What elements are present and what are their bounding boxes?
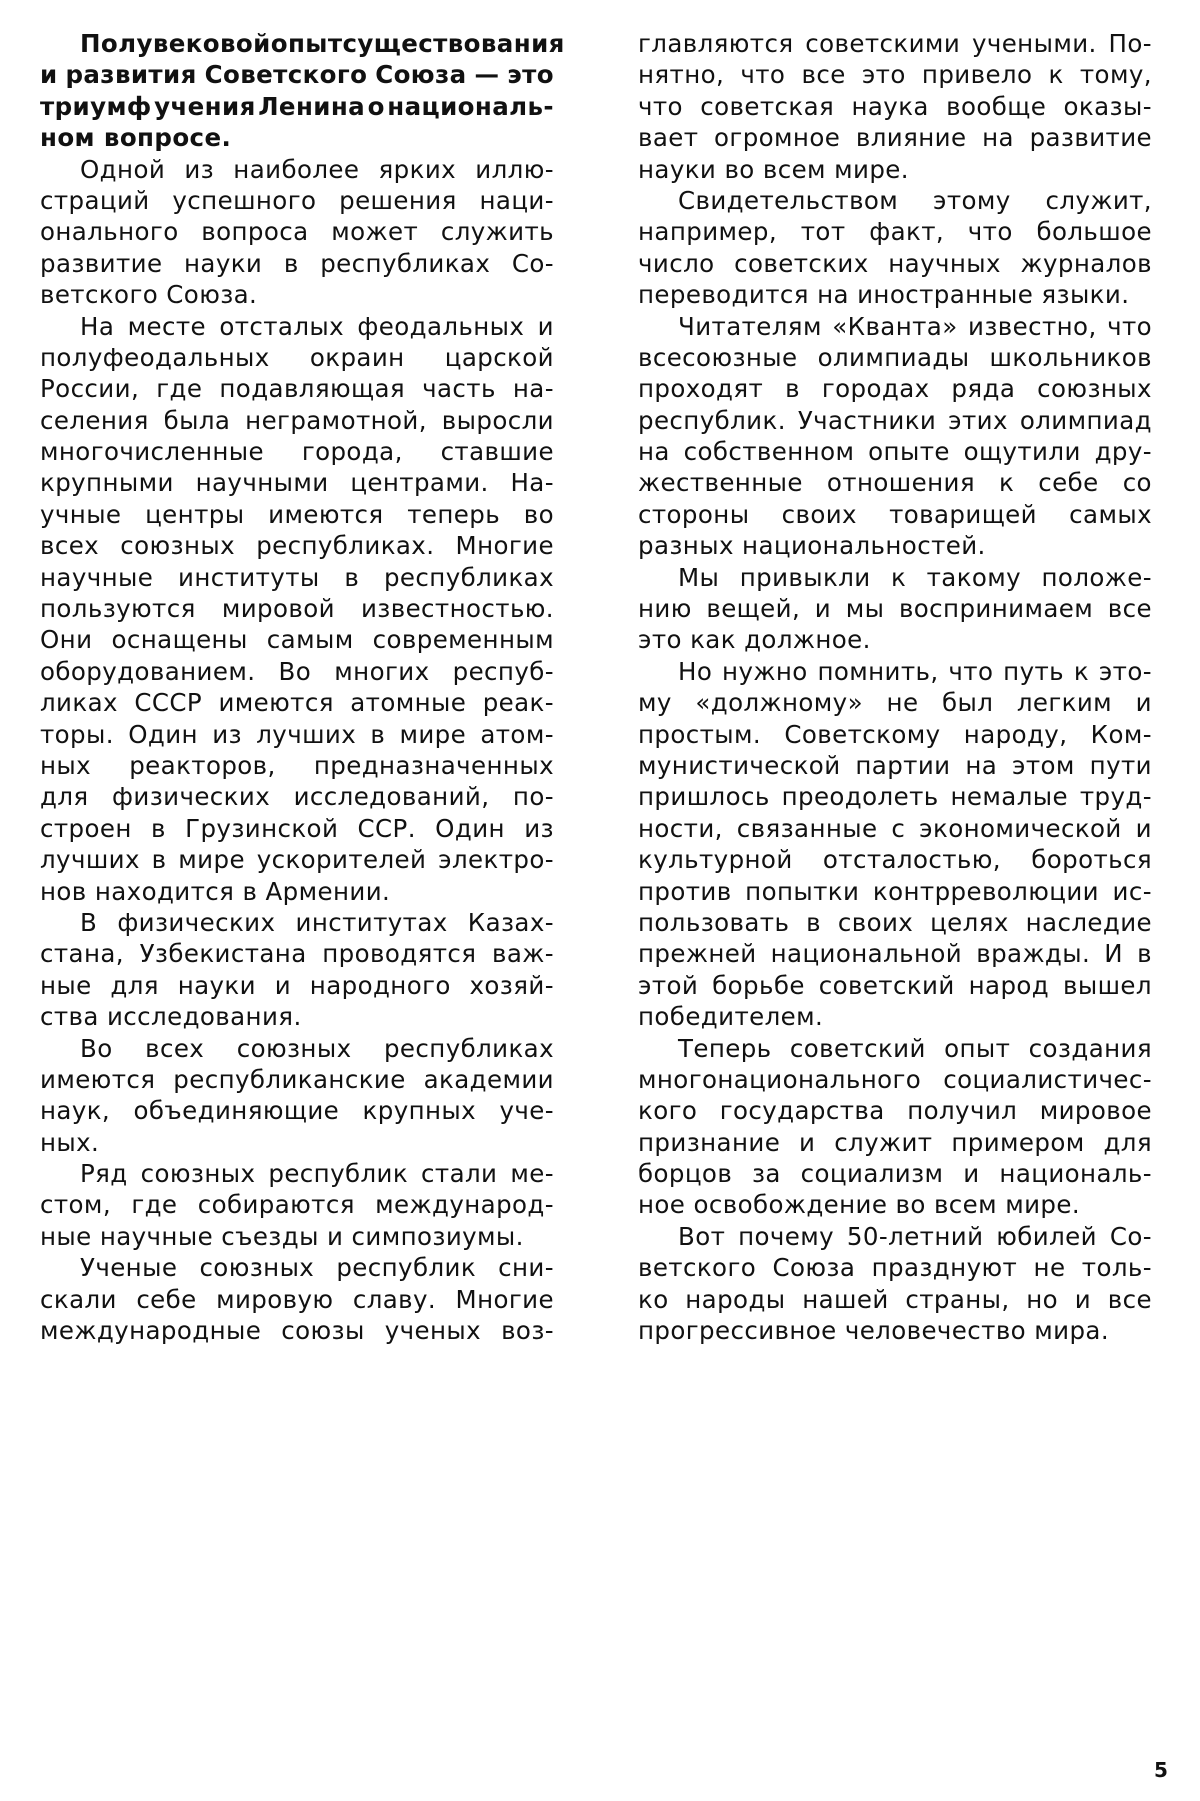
text-line: учные центры имеются теперь во <box>40 499 554 529</box>
text-line: ликах СССР имеются атомные реак- <box>40 688 554 718</box>
text-line: В физических институтах Казах- <box>80 907 554 937</box>
text-line: что советская наука вообще оказы- <box>638 91 1152 121</box>
text-line: Вот почему 50-летний юбилей Со- <box>678 1221 1152 1251</box>
text-line: Ряд союзных республик стали ме- <box>80 1159 554 1189</box>
page-number: 5 <box>1154 1758 1168 1782</box>
text-line: разных национальностей. <box>638 531 986 561</box>
text-line: всех союзных республиках. Многие <box>40 531 554 561</box>
text-line: ветского Союза. <box>40 280 258 310</box>
text-line: стом, где собираются международ- <box>40 1190 554 1220</box>
text-line: для физических исследований, по- <box>40 782 554 812</box>
text-line: пользовать в своих целях наследие <box>638 907 1152 937</box>
text-line: международные союзы ученых воз- <box>40 1316 554 1346</box>
text-line: наук, объединяющие крупных уче- <box>40 1096 554 1126</box>
text-line: признание и служит примером для <box>638 1127 1152 1157</box>
text-line: селения была неграмотной, выросли <box>40 405 554 435</box>
text-line: этой борьбе советский народ вышел <box>638 970 1152 1000</box>
text-line: всесоюзные олимпиады школьников <box>638 342 1152 372</box>
text-line: нятно, что все это привело к тому, <box>638 60 1152 90</box>
text-line: культурной отсталостью, бороться <box>638 845 1152 875</box>
text-line: лучших в мире ускорителей электро- <box>40 845 554 875</box>
text-line: нов находится в Армении. <box>40 876 391 906</box>
text-line: победителем. <box>638 1002 824 1032</box>
text-line: это как должное. <box>638 625 871 655</box>
text-line: развитие науки в республиках Со- <box>40 248 554 278</box>
text-line: Они оснащены самым современным <box>40 625 554 655</box>
text-line: му «должному» не был легким и <box>638 688 1152 718</box>
text-line: простым. Советскому народу, Ком- <box>638 719 1152 749</box>
text-line: ном вопросе. <box>40 123 232 153</box>
text-line: ные для науки и народного хозяй- <box>40 970 554 1000</box>
text-line: например, тот факт, что большое <box>638 217 1152 247</box>
text-line: против попытки контрреволюции ис- <box>638 876 1152 906</box>
text-line: Во всех союзных республиках <box>80 1033 554 1063</box>
text-line: строен в Грузинской ССР. Один из <box>40 813 554 843</box>
text-line: Мы привыкли к такому положе- <box>678 562 1152 592</box>
text-line: ности, связанные с экономической и <box>638 813 1152 843</box>
text-line: нию вещей, и мы воспринимаем все <box>638 594 1152 624</box>
text-line: число советских научных журналов <box>638 248 1152 278</box>
text-line: страций успешного решения наци- <box>40 185 554 215</box>
text-line: Теперь советский опыт создания <box>678 1033 1152 1063</box>
text-line: Свидетельством этому служит, <box>678 185 1152 215</box>
text-line: борцов за социализм и националь- <box>638 1159 1152 1189</box>
text-line: ное освобождение во всем мире. <box>638 1190 1081 1220</box>
text-line: На месте отсталых феодальных и <box>80 311 554 341</box>
text-line: пользуются мировой известностью. <box>40 594 554 624</box>
text-line: онального вопроса может служить <box>40 217 554 247</box>
text-line: ко народы нашей страны, но и все <box>638 1284 1152 1314</box>
text-line: вает огромное влияние на развитие <box>638 123 1152 153</box>
text-line: прогрессивное человечество мира. <box>638 1316 1110 1346</box>
text-line: многочисленные города, ставшие <box>40 437 554 467</box>
text-line: жественные отношения к себе со <box>638 468 1152 498</box>
left-text-column <box>40 28 565 1346</box>
text-line: республик. Участники этих олимпиад <box>638 405 1152 435</box>
text-line: мунистической партии на этом пути <box>638 750 1152 780</box>
text-line: ветского Союза празднуют не толь- <box>638 1253 1152 1283</box>
text-line: Читателям «Кванта» известно, что <box>678 311 1152 341</box>
text-line: научные институты в республиках <box>40 562 554 592</box>
text-line: кого государства получил мировое <box>638 1096 1152 1126</box>
text-line: переводится на иностранные языки. <box>638 280 1130 310</box>
text-line: имеются республиканские академии <box>40 1064 554 1094</box>
text-line: Но нужно помнить, что путь к это- <box>678 656 1152 686</box>
text-line: многонационального социалистичес- <box>638 1064 1152 1094</box>
text-line: ства исследования. <box>40 1002 302 1032</box>
text-line: России, где подавляющая часть на- <box>40 374 554 404</box>
text-line: ных реакторов, предназначенных <box>40 750 554 780</box>
right-text-column <box>638 28 1152 1346</box>
text-line: скали себе мировую славу. Многие <box>40 1284 554 1314</box>
text-line: ные научные съезды и симпозиумы. <box>40 1221 524 1251</box>
text-line: прежней национальной вражды. И в <box>638 939 1152 969</box>
text-line: оборудованием. Во многих респуб- <box>40 656 554 686</box>
text-line: торы. Один из лучших в мире атом- <box>40 719 554 749</box>
text-line: главляются советскими учеными. По- <box>638 29 1152 58</box>
text-line: ных. <box>40 1127 100 1157</box>
text-line: полуфеодальных окраин царской <box>40 342 554 372</box>
text-line: проходят в городах ряда союзных <box>638 374 1152 404</box>
text-line: Полувековой опыт существования <box>80 29 565 58</box>
text-line: науки во всем мире. <box>638 154 909 184</box>
text-line: Ученые союзных республик сни- <box>80 1253 554 1283</box>
text-line: на собственном опыте ощутили дру- <box>638 437 1152 467</box>
text-line: Одной из наиболее ярких иллю- <box>80 154 554 184</box>
text-line: стана, Узбекистана проводятся важ- <box>40 939 554 969</box>
text-line: пришлось преодолеть немалые труд- <box>638 782 1152 812</box>
text-line: стороны своих товарищей самых <box>638 499 1152 529</box>
text-line: крупными научными центрами. На- <box>40 468 554 498</box>
text-line: триумф учения Ленина о националь- <box>40 91 554 121</box>
text-line: и развития Советского Союза — это <box>40 60 554 90</box>
